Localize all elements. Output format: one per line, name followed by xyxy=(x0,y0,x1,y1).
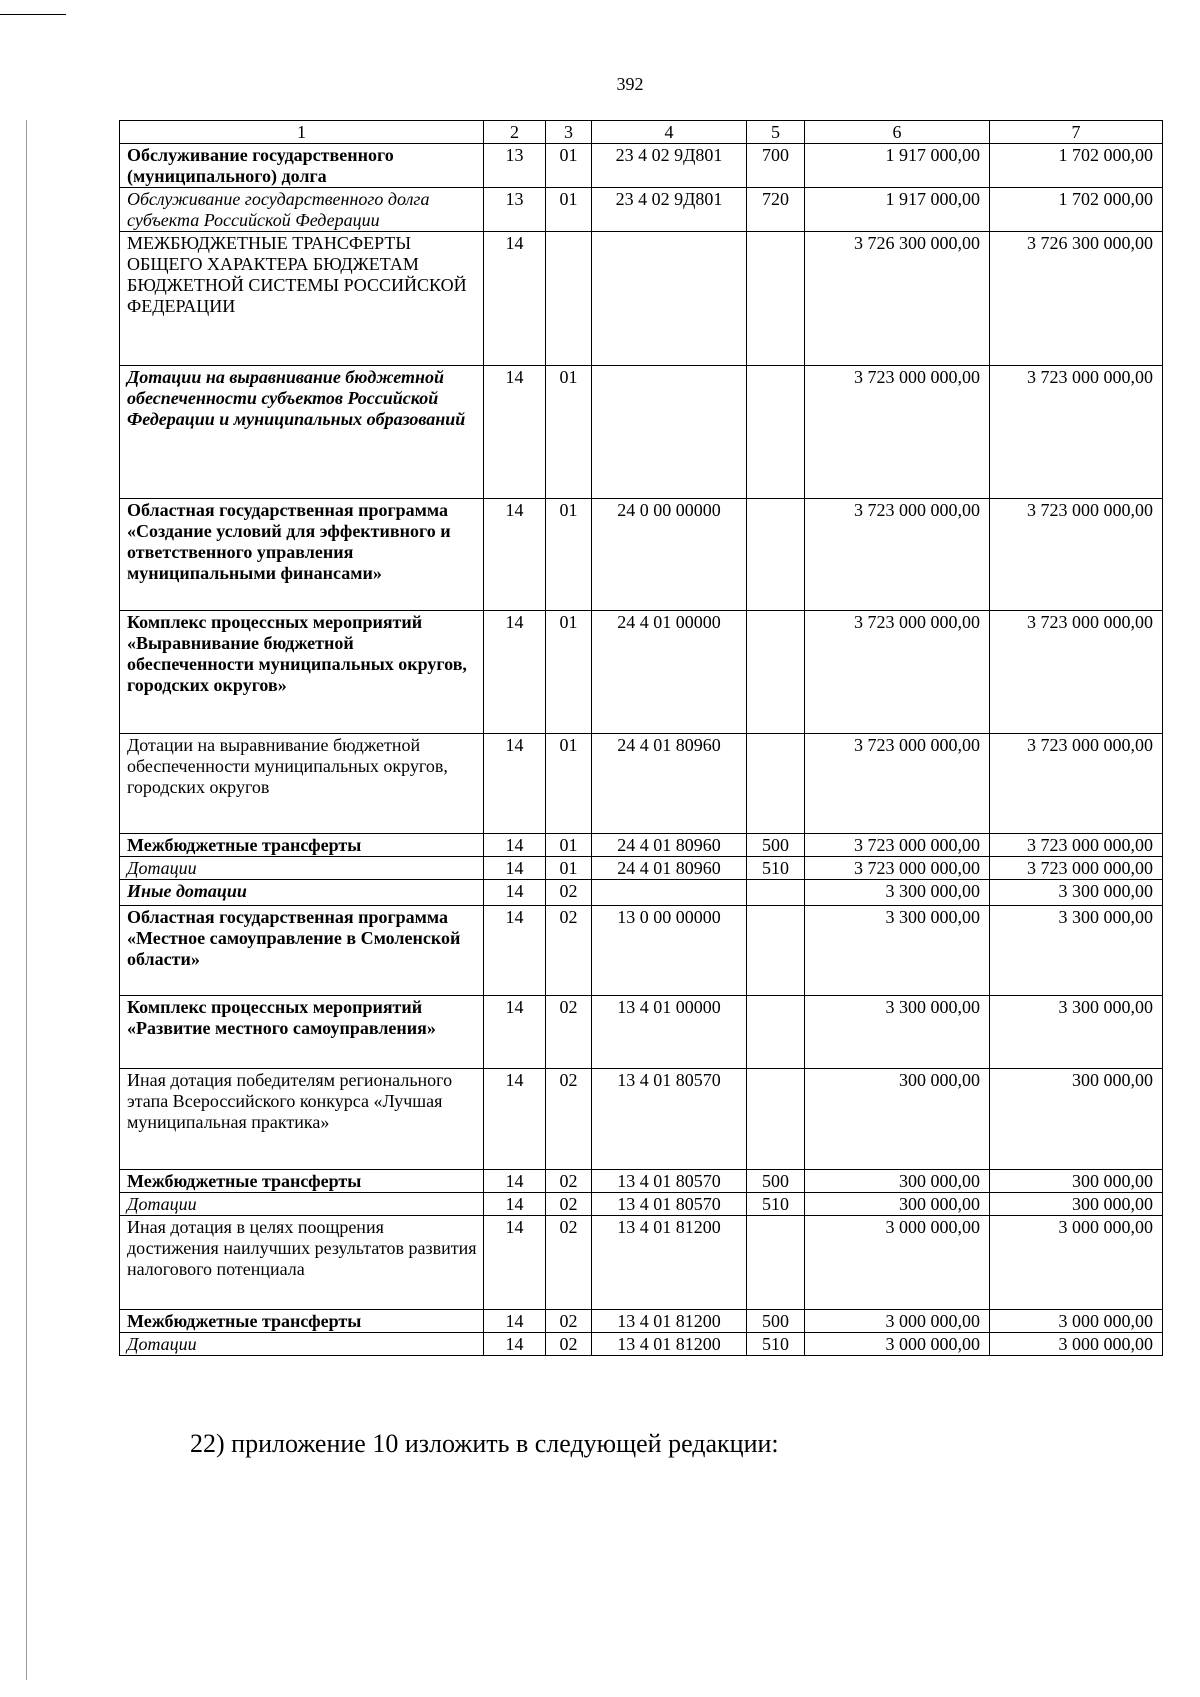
amount-year-1: 1 917 000,00 xyxy=(805,144,990,188)
amount-year-1: 3 723 000 000,00 xyxy=(805,366,990,499)
amount-year-1: 3 723 000 000,00 xyxy=(805,734,990,834)
subsection-code: 01 xyxy=(546,857,592,880)
amount-year-1: 300 000,00 xyxy=(805,1193,990,1216)
amount-year-1: 3 000 000,00 xyxy=(805,1216,990,1310)
row-name: Обслуживание государственного (муниципального) долга xyxy=(120,144,484,188)
column-header: 1 xyxy=(120,121,484,144)
expense-type-code: 500 xyxy=(747,834,805,857)
subsection-code: 01 xyxy=(546,499,592,611)
amount-year-2: 300 000,00 xyxy=(990,1069,1163,1170)
amount-year-1: 3 000 000,00 xyxy=(805,1310,990,1333)
scan-crop-mark xyxy=(0,14,66,15)
table-row xyxy=(120,1069,1163,1170)
row-name: Дотации на выравнивание бюджетной обеспеченности субъектов Российской Федерации и муниципальных образований xyxy=(120,366,484,499)
expense-type-code xyxy=(747,611,805,734)
page-number: 392 xyxy=(616,74,644,94)
amount-year-1: 1 917 000,00 xyxy=(805,188,990,232)
amount-year-2: 3 300 000,00 xyxy=(990,906,1163,996)
row-name: Областная государственная программа «Местное самоуправление в Смоленской области» xyxy=(120,906,484,996)
amount-year-2: 3 723 000 000,00 xyxy=(990,366,1163,499)
target-article-code: 13 4 01 80570 xyxy=(592,1170,747,1193)
table-row xyxy=(120,366,1163,499)
expense-type-code xyxy=(747,1069,805,1170)
table-row xyxy=(120,734,1163,834)
row-name: Иные дотации xyxy=(120,880,484,906)
section-code: 14 xyxy=(484,857,546,880)
expense-type-code xyxy=(747,366,805,499)
subsection-code: 01 xyxy=(546,611,592,734)
subsection-code: 02 xyxy=(546,1193,592,1216)
expense-type-code: 720 xyxy=(747,188,805,232)
table-row xyxy=(120,880,1163,906)
expense-type-code: 510 xyxy=(747,857,805,880)
column-header: 5 xyxy=(747,121,805,144)
amount-year-2: 3 723 000 000,00 xyxy=(990,611,1163,734)
amount-year-1: 3 723 000 000,00 xyxy=(805,499,990,611)
target-article-code: 24 4 01 80960 xyxy=(592,734,747,834)
amount-year-1: 3 723 000 000,00 xyxy=(805,857,990,880)
next-clause-text: 22) приложение 10 изложить в следующей редакции: xyxy=(190,1429,779,1458)
amount-year-1: 300 000,00 xyxy=(805,1170,990,1193)
expense-type-code xyxy=(747,734,805,834)
column-header: 7 xyxy=(990,121,1163,144)
target-article-code: 13 4 01 00000 xyxy=(592,996,747,1069)
section-code: 14 xyxy=(484,1333,546,1356)
subsection-code: 02 xyxy=(546,906,592,996)
table-header-row xyxy=(120,121,1163,144)
amount-year-1: 3 300 000,00 xyxy=(805,996,990,1069)
expense-type-code xyxy=(747,880,805,906)
amount-year-2: 1 702 000,00 xyxy=(990,188,1163,232)
section-code: 14 xyxy=(484,834,546,857)
row-name: Обслуживание государственного долга субъекта Российской Федерации xyxy=(120,188,484,232)
subsection-code: 02 xyxy=(546,1333,592,1356)
section-code: 14 xyxy=(484,366,546,499)
table-row xyxy=(120,1333,1163,1356)
target-article-code: 13 4 01 80570 xyxy=(592,1193,747,1216)
subsection-code: 02 xyxy=(546,1310,592,1333)
target-article-code: 23 4 02 9Д801 xyxy=(592,188,747,232)
section-code: 14 xyxy=(484,1170,546,1193)
amount-year-1: 3 000 000,00 xyxy=(805,1333,990,1356)
amount-year-2: 3 723 000 000,00 xyxy=(990,499,1163,611)
table-row xyxy=(120,1310,1163,1333)
section-code: 14 xyxy=(484,499,546,611)
table-row xyxy=(120,996,1163,1069)
expense-type-code: 510 xyxy=(747,1193,805,1216)
row-name: Дотации xyxy=(120,857,484,880)
table-row xyxy=(120,1216,1163,1310)
budget-table xyxy=(119,120,1163,1356)
table-row xyxy=(120,232,1163,366)
amount-year-1: 3 723 000 000,00 xyxy=(805,834,990,857)
subsection-code xyxy=(546,232,592,366)
section-code: 14 xyxy=(484,1069,546,1170)
section-code: 14 xyxy=(484,996,546,1069)
table-row xyxy=(120,499,1163,611)
row-name: Дотации xyxy=(120,1193,484,1216)
row-name: Областная государственная программа «Создание условий для эффективного и ответственного управления муниципальными финансами» xyxy=(120,499,484,611)
table-row xyxy=(120,144,1163,188)
section-code: 14 xyxy=(484,906,546,996)
expense-type-code xyxy=(747,906,805,996)
amount-year-2: 3 726 300 000,00 xyxy=(990,232,1163,366)
target-article-code: 13 4 01 81200 xyxy=(592,1216,747,1310)
target-article-code xyxy=(592,366,747,499)
row-name: Межбюджетные трансферты xyxy=(120,1170,484,1193)
row-name: Иная дотация победителям регионального этапа Всероссийского конкурса «Лучшая муниципальная практика» xyxy=(120,1069,484,1170)
target-article-code: 24 0 00 00000 xyxy=(592,499,747,611)
section-code: 14 xyxy=(484,734,546,834)
table-row xyxy=(120,1193,1163,1216)
amount-year-2: 3 000 000,00 xyxy=(990,1333,1163,1356)
section-code: 14 xyxy=(484,880,546,906)
row-name: Комплекс процессных мероприятий «Развитие местного самоуправления» xyxy=(120,996,484,1069)
table-row xyxy=(120,1170,1163,1193)
expense-type-code xyxy=(747,499,805,611)
column-header: 2 xyxy=(484,121,546,144)
amount-year-2: 3 300 000,00 xyxy=(990,880,1163,906)
subsection-code: 01 xyxy=(546,366,592,499)
subsection-code: 01 xyxy=(546,834,592,857)
subsection-code: 02 xyxy=(546,996,592,1069)
amount-year-2: 300 000,00 xyxy=(990,1170,1163,1193)
amount-year-2: 3 000 000,00 xyxy=(990,1310,1163,1333)
amount-year-2: 3 300 000,00 xyxy=(990,996,1163,1069)
row-name: Дотации xyxy=(120,1333,484,1356)
table-row xyxy=(120,834,1163,857)
row-name: Иная дотация в целях поощрения достижения наилучших результатов развития налогового потенциала xyxy=(120,1216,484,1310)
target-article-code: 24 4 01 80960 xyxy=(592,857,747,880)
expense-type-code xyxy=(747,1216,805,1310)
table-row xyxy=(120,857,1163,880)
subsection-code: 01 xyxy=(546,188,592,232)
target-article-code: 23 4 02 9Д801 xyxy=(592,144,747,188)
expense-type-code: 700 xyxy=(747,144,805,188)
table-row xyxy=(120,188,1163,232)
section-code: 13 xyxy=(484,144,546,188)
subsection-code: 02 xyxy=(546,880,592,906)
target-article-code: 13 4 01 80570 xyxy=(592,1069,747,1170)
amount-year-2: 3 723 000 000,00 xyxy=(990,857,1163,880)
amount-year-1: 3 300 000,00 xyxy=(805,906,990,996)
subsection-code: 02 xyxy=(546,1216,592,1310)
row-name: Межбюджетные трансферты xyxy=(120,834,484,857)
subsection-code: 01 xyxy=(546,734,592,834)
scan-margin-line xyxy=(26,120,27,1680)
target-article-code xyxy=(592,232,747,366)
expense-type-code: 500 xyxy=(747,1310,805,1333)
section-code: 14 xyxy=(484,611,546,734)
column-header: 3 xyxy=(546,121,592,144)
row-name: Дотации на выравнивание бюджетной обеспеченности муниципальных округов, городских округов xyxy=(120,734,484,834)
amount-year-1: 3 726 300 000,00 xyxy=(805,232,990,366)
subsection-code: 02 xyxy=(546,1170,592,1193)
target-article-code: 13 4 01 81200 xyxy=(592,1310,747,1333)
target-article-code: 13 0 00 00000 xyxy=(592,906,747,996)
table-row xyxy=(120,906,1163,996)
amount-year-2: 300 000,00 xyxy=(990,1193,1163,1216)
amount-year-2: 1 702 000,00 xyxy=(990,144,1163,188)
row-name: Межбюджетные трансферты xyxy=(120,1310,484,1333)
column-header: 6 xyxy=(805,121,990,144)
row-name: Комплекс процессных мероприятий «Выравнивание бюджетной обеспеченности муниципальных округов, городских округов» xyxy=(120,611,484,734)
target-article-code: 13 4 01 81200 xyxy=(592,1333,747,1356)
amount-year-2: 3 723 000 000,00 xyxy=(990,734,1163,834)
amount-year-2: 3 000 000,00 xyxy=(990,1216,1163,1310)
subsection-code: 02 xyxy=(546,1069,592,1170)
expense-type-code xyxy=(747,232,805,366)
amount-year-1: 300 000,00 xyxy=(805,1069,990,1170)
target-article-code: 24 4 01 80960 xyxy=(592,834,747,857)
section-code: 14 xyxy=(484,1193,546,1216)
amount-year-1: 3 300 000,00 xyxy=(805,880,990,906)
row-name: МЕЖБЮДЖЕТНЫЕ ТРАНСФЕРТЫ ОБЩЕГО ХАРАКТЕРА БЮДЖЕТАМ БЮДЖЕТНОЙ СИСТЕМЫ РОССИЙСКОЙ ФЕДЕРАЦИИ xyxy=(120,232,484,366)
target-article-code: 24 4 01 00000 xyxy=(592,611,747,734)
section-code: 13 xyxy=(484,188,546,232)
table-row xyxy=(120,611,1163,734)
section-code: 14 xyxy=(484,1310,546,1333)
subsection-code: 01 xyxy=(546,144,592,188)
expense-type-code xyxy=(747,996,805,1069)
amount-year-1: 3 723 000 000,00 xyxy=(805,611,990,734)
expense-type-code: 500 xyxy=(747,1170,805,1193)
amount-year-2: 3 723 000 000,00 xyxy=(990,834,1163,857)
section-code: 14 xyxy=(484,1216,546,1310)
column-header: 4 xyxy=(592,121,747,144)
section-code: 14 xyxy=(484,232,546,366)
target-article-code xyxy=(592,880,747,906)
table-body xyxy=(120,144,1163,1356)
expense-type-code: 510 xyxy=(747,1333,805,1356)
